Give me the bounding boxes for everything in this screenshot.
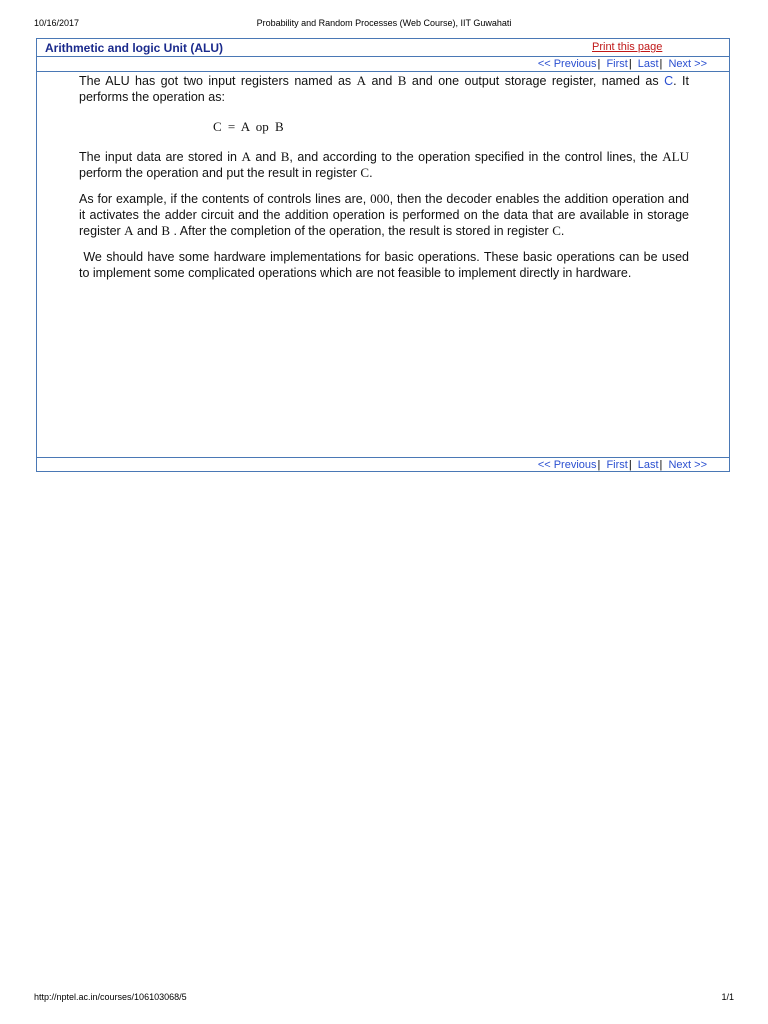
nav-separator: | <box>597 58 601 70</box>
text: . <box>560 224 565 238</box>
nav-separator: | <box>628 58 632 70</box>
variable-b: B <box>397 73 407 88</box>
nav-next-link[interactable]: Next >> <box>668 459 707 471</box>
paragraph-1 <box>79 73 689 105</box>
bottom-nav-row <box>37 457 729 472</box>
content-frame <box>36 38 730 472</box>
top-nav <box>538 58 707 70</box>
text: and <box>133 224 162 238</box>
print-date: 10/16/2017 <box>34 18 80 28</box>
nav-last-link[interactable]: Last <box>637 459 659 471</box>
nav-separator: | <box>628 459 632 471</box>
text: and <box>250 150 281 164</box>
paragraph-4: We should have some hardware implementations for basic operations. These basic operations can be used to implement some complicated operations which are not feasible to implement directly in hardware. <box>79 250 693 280</box>
text: perform the operation and put the result in register <box>79 166 361 180</box>
text: , then the decoder enables the addition operation and it activates the adder circuit and the addition operation is performed on the data that are available in storage register <box>79 192 689 238</box>
print-header <box>34 18 734 32</box>
control-code: 000 <box>370 191 390 206</box>
text: As for example, if the contents of controls lines are, <box>79 192 371 206</box>
variable-a: A <box>124 223 134 238</box>
nav-previous-link[interactable]: << Previous <box>537 58 597 70</box>
print-page-number: 1/1 <box>721 992 734 1002</box>
title-row <box>37 39 729 57</box>
nav-first-link[interactable]: First <box>606 58 628 70</box>
text: . After the completion of the operation, the result is stored in register <box>170 224 553 238</box>
text: and one output storage register, named as <box>406 74 665 88</box>
text: . <box>369 166 373 180</box>
nav-next-link[interactable]: Next >> <box>668 58 707 70</box>
text: , and according to the operation specified in the control lines, the <box>289 150 663 164</box>
text: The input data are stored in <box>79 150 242 164</box>
top-nav-row <box>37 57 729 72</box>
paragraph-2 <box>79 149 689 181</box>
nav-first-link[interactable]: First <box>606 459 628 471</box>
paragraph-3 <box>79 191 689 239</box>
variable-a: A <box>241 149 251 164</box>
print-footer <box>34 992 734 1006</box>
variable-a: A <box>356 73 367 88</box>
lesson-content <box>79 73 693 291</box>
nav-separator: | <box>597 459 601 471</box>
formula: C = A op B <box>213 119 284 134</box>
variable-c: C <box>664 74 674 88</box>
text: and <box>366 74 398 88</box>
print-url: http://nptel.ac.in/courses/106103068/5 <box>34 992 187 1002</box>
variable-c: C <box>552 223 561 238</box>
text: The ALU has got two input registers named as <box>79 74 357 88</box>
nav-separator: | <box>659 58 663 70</box>
nav-last-link[interactable]: Last <box>637 58 659 70</box>
text: . It performs the operation as: <box>79 74 689 104</box>
print-page-link[interactable]: Print this page <box>592 41 663 53</box>
variable-b: B <box>161 223 171 238</box>
alu-term: ALU <box>662 149 689 164</box>
print-title: Probability and Random Processes (Web Course), IIT Guwahati <box>256 18 512 28</box>
nav-separator: | <box>659 459 663 471</box>
page-title: Arithmetic and logic Unit (ALU) <box>45 41 223 55</box>
variable-b: B <box>280 149 290 164</box>
bottom-nav <box>538 459 707 471</box>
variable-c: C <box>360 165 370 180</box>
nav-previous-link[interactable]: << Previous <box>537 459 597 471</box>
